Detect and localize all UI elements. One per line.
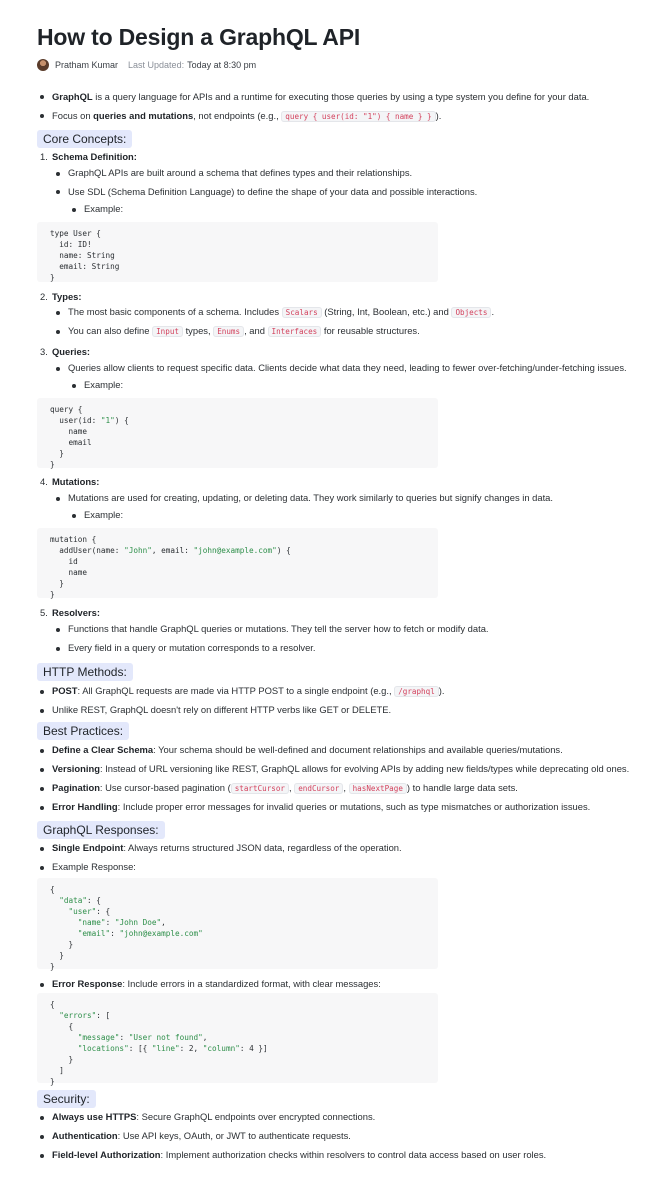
bullet-dot: [40, 709, 44, 713]
author-name[interactable]: Pratham Kumar: [55, 60, 119, 70]
list-number: 5.: [40, 607, 48, 618]
page-meta: [37, 59, 256, 71]
inline-code: Scalars: [282, 307, 322, 318]
bullet-dot: [40, 806, 44, 810]
list-item: The most basic components of a schema. Includes Scalars (String, Int, Boolean, etc.) and Objects .: [68, 306, 495, 317]
heading-core-concepts: Core Concepts:: [37, 130, 132, 148]
list-number: 4.: [40, 476, 48, 487]
bullet-dot: [72, 384, 76, 388]
code-block-mutation: mutation { addUser(name: "John", email: "john@example.com") { id name } }: [37, 528, 438, 598]
inline-code: Input: [152, 326, 183, 337]
list-item: Field-level Authorization: Implement authorization checks within resolvers to control data access based on user roles.: [52, 1149, 547, 1160]
heading-best-practices: Best Practices:: [37, 722, 129, 740]
updated-value: Today at 8:30 pm: [187, 60, 257, 70]
list-item: GraphQL APIs are built around a schema that defines types and their relationships.: [68, 167, 413, 178]
list-item: Use SDL (Schema Definition Language) to define the shape of your data and possible interactions.: [68, 186, 478, 197]
bullet-dot: [40, 847, 44, 851]
list-item: Mutations are used for creating, updating, or deleting data. They work similarly to queries but signify changes in data.: [68, 492, 553, 503]
bullet-dot: [56, 497, 60, 501]
item-title: Queries:: [52, 346, 91, 357]
inline-code: endCursor: [294, 783, 343, 794]
inline-code: Enums: [213, 326, 244, 337]
code-block-schema: type User { id: ID! name: String email: String }: [37, 222, 438, 282]
list-item: Authentication: Use API keys, OAuth, or JWT to authenticate requests.: [52, 1130, 351, 1141]
list-item: Pagination: Use cursor-based pagination ( startCursor , endCursor , hasNextPage ) to handle large data sets.: [52, 782, 518, 793]
inline-code: query { user(id: "1") { name } }: [281, 111, 435, 122]
inline-code: Interfaces: [268, 326, 322, 337]
intro-line-2: Focus on queries and mutations, not endpoints (e.g., query { user(id: "1") { name } } ).: [52, 110, 442, 121]
bullet-dot: [72, 514, 76, 518]
list-item: Error Handling: Include proper error messages for invalid queries or mutations, such as type mismatches or authorization issues.: [52, 801, 591, 812]
inline-code: Objects: [451, 307, 491, 318]
bullet-dot: [40, 1154, 44, 1158]
list-number: 2.: [40, 291, 48, 302]
list-item: Versioning: Instead of URL versioning like REST, GraphQL allows for evolving APIs by adding new fields/types while deprecating old ones.: [52, 763, 630, 774]
bullet-dot: [56, 367, 60, 371]
updated-label: Last Updated:: [128, 60, 185, 70]
list-number: 3.: [40, 346, 48, 357]
list-item: Example Response:: [52, 861, 136, 872]
list-item: Always use HTTPS: Secure GraphQL endpoints over encrypted connections.: [52, 1111, 376, 1122]
list-number: 1.: [40, 151, 48, 162]
bullet-dot: [56, 330, 60, 334]
bullet-dot: [40, 1135, 44, 1139]
code-block-query: query { user(id: "1") { name email } }: [37, 398, 438, 468]
bullet-dot: [40, 95, 44, 99]
list-item: Queries allow clients to request specific data. Clients decide what data they need, leading to fewer over-fetching/under-fetching issues.: [68, 362, 627, 373]
bullet-dot: [40, 983, 44, 987]
code-block-response: { "data": { "user": { "name": "John Doe", "email": "john@example.com" } } }: [37, 878, 438, 969]
bullet-dot: [72, 208, 76, 212]
list-item: Unlike REST, GraphQL doesn't rely on different HTTP verbs like GET or DELETE.: [52, 704, 392, 715]
bullet-dot: [40, 690, 44, 694]
heading-graphql-responses: GraphQL Responses:: [37, 821, 165, 839]
inline-code: hasNextPage: [349, 783, 407, 794]
list-item: Example:: [84, 379, 124, 390]
bullet-dot: [56, 647, 60, 651]
bullet-dot: [40, 866, 44, 870]
list-item: You can also define Input types, Enums , and Interfaces for reusable structures.: [68, 325, 420, 336]
bullet-dot: [40, 749, 44, 753]
bullet-dot: [56, 311, 60, 315]
heading-http-methods: HTTP Methods:: [37, 663, 133, 681]
list-item: Every field in a query or mutation corresponds to a resolver.: [68, 642, 316, 653]
bullet-dot: [40, 787, 44, 791]
bullet-dot: [56, 172, 60, 176]
list-item: POST: All GraphQL requests are made via HTTP POST to a single endpoint (e.g., /graphql ).: [52, 685, 445, 696]
list-item: Single Endpoint: Always returns structured JSON data, regardless of the operation.: [52, 842, 402, 853]
inline-code: /graphql: [394, 686, 439, 697]
heading-security: Security:: [37, 1090, 96, 1108]
bullet-dot: [56, 628, 60, 632]
page-title: How to Design a GraphQL API: [37, 24, 361, 50]
item-title: Schema Definition:: [52, 151, 137, 162]
avatar[interactable]: [37, 59, 49, 71]
bullet-dot: [40, 768, 44, 772]
code-block-error: { "errors": [ { "message": "User not found", "locations": [{ "line": 2, "column": 4 }] } ] }: [37, 993, 438, 1083]
intro-line-1: GraphQL is a query language for APIs and a runtime for executing those queries by using a type system you define for your data.: [52, 91, 590, 102]
item-title: Types:: [52, 291, 82, 302]
list-item: Example:: [84, 203, 124, 214]
list-item: Error Response: Include errors in a standardized format, with clear messages:: [52, 978, 381, 989]
list-item: Functions that handle GraphQL queries or mutations. They tell the server how to fetch or modify data.: [68, 623, 489, 634]
bullet-dot: [56, 190, 60, 194]
item-title: Resolvers:: [52, 607, 100, 618]
item-title: Mutations:: [52, 476, 100, 487]
list-item: Define a Clear Schema: Your schema should be well-defined and document relationships and available queries/mutations.: [52, 744, 563, 755]
bullet-dot: [40, 114, 44, 118]
inline-code: startCursor: [231, 783, 289, 794]
bullet-dot: [40, 1116, 44, 1120]
list-item: Example:: [84, 509, 124, 520]
